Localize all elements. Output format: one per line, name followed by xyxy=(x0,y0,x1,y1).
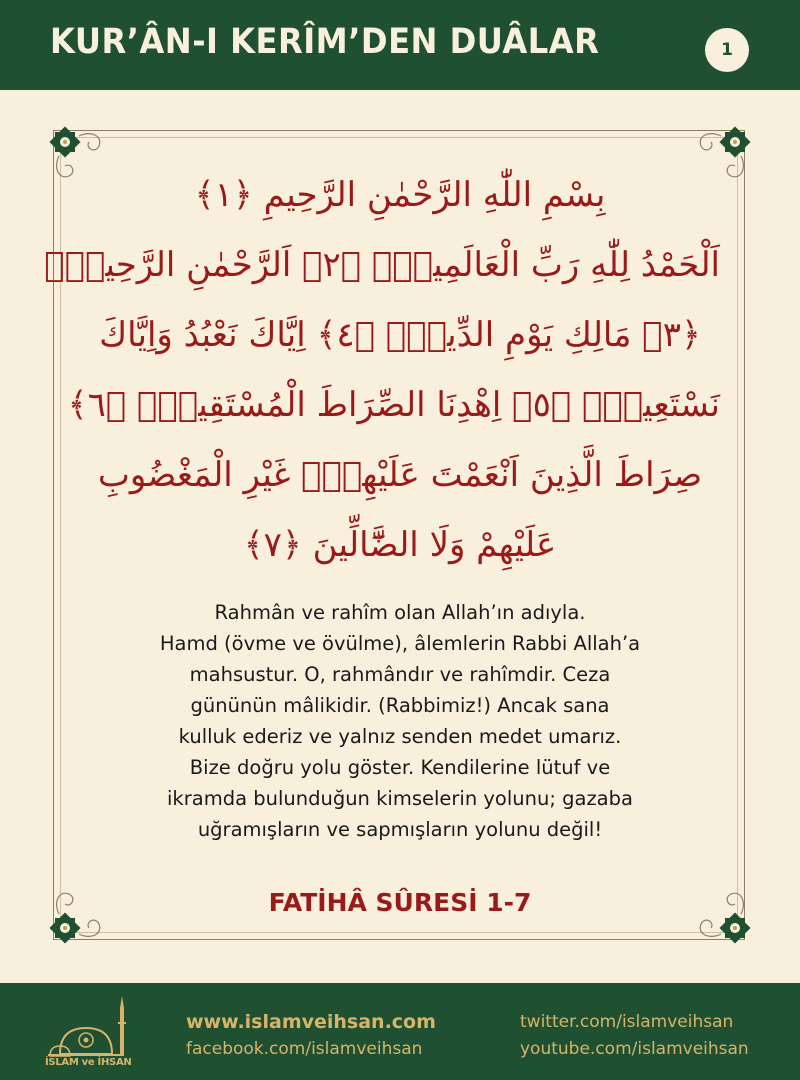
twitter-link[interactable]: twitter.com/islamveihsan xyxy=(520,1012,734,1032)
translation-line: ikramda bulunduğun kimselerin yolunu; gazaba xyxy=(167,787,633,810)
arabic-line: ﴿٣﴾ مَالِكِ يَوْمِ الدِّينِۜ ﴿٤﴾ اِيَّاكَ نَعْبُدُ وَاِيَّاكَ xyxy=(99,315,701,355)
translation-line: uğramışların ve sapmışların yolunu değil! xyxy=(197,818,603,841)
arabic-verses xyxy=(44,160,720,580)
facebook-link[interactable]: facebook.com/islamveihsan xyxy=(186,1039,423,1059)
logo-text: İSLAM ve İHSAN xyxy=(45,1057,132,1068)
translation-line: Hamd (övme ve övülme), âlemlerin Rabbi Allah’a xyxy=(159,632,641,655)
page-title: KUR’ÂN-I KERÎM’DEN DUÂLAR xyxy=(50,22,600,62)
translation-line: gününün mâlikidir. (Rabbimiz!) Ancak sana xyxy=(190,694,610,717)
website-link[interactable]: www.islamveihsan.com xyxy=(186,1011,436,1033)
arabic-line: اَلْحَمْدُ لِلّٰهِ رَبِّ الْعَالَمِينَۙ ﴿٢﴾ اَلرَّحْمٰنِ الرَّحِيمِۙ xyxy=(44,245,720,285)
header-bar xyxy=(0,0,800,90)
arabic-line: صِرَاطَ الَّذِينَ اَنْعَمْتَ عَلَيْهِمْۙ غَيْرِ الْمَغْضُوبِ xyxy=(97,455,703,495)
translation-line: Rahmân ve rahîm olan Allah’ın adıyla. xyxy=(214,601,586,624)
youtube-link[interactable]: youtube.com/islamveihsan xyxy=(520,1039,749,1059)
arabic-line: بِسْمِ اللّٰهِ الرَّحْمٰنِ الرَّحِيمِ ﴿١﴾ xyxy=(194,175,606,215)
turkish-translation xyxy=(100,597,700,845)
translation-line: Bize doğru yolu göster. Kendilerine lütuf ve xyxy=(189,756,611,779)
translation-line: mahsustur. O, rahmândır ve rahîmdir. Ceza xyxy=(189,663,611,686)
corner-ornament-bottom-right-icon xyxy=(691,884,755,948)
arabic-line: نَسْتَعِينُۜ ﴿٥﴾ اِهْدِنَا الصِّرَاطَ الْمُسْتَقِيمَۙ ﴿٦﴾ xyxy=(67,385,720,425)
page-number-badge: 1 xyxy=(705,28,749,72)
translation-line: kulluk ederiz ve yalnız senden medet umarız. xyxy=(178,725,622,748)
surah-reference: FATİHÂ SÛRESİ 1-7 xyxy=(268,888,532,917)
arabic-line: عَلَيْهِمْ وَلَا الضَّٓالِّينَ ﴿٧﴾ xyxy=(243,525,557,565)
